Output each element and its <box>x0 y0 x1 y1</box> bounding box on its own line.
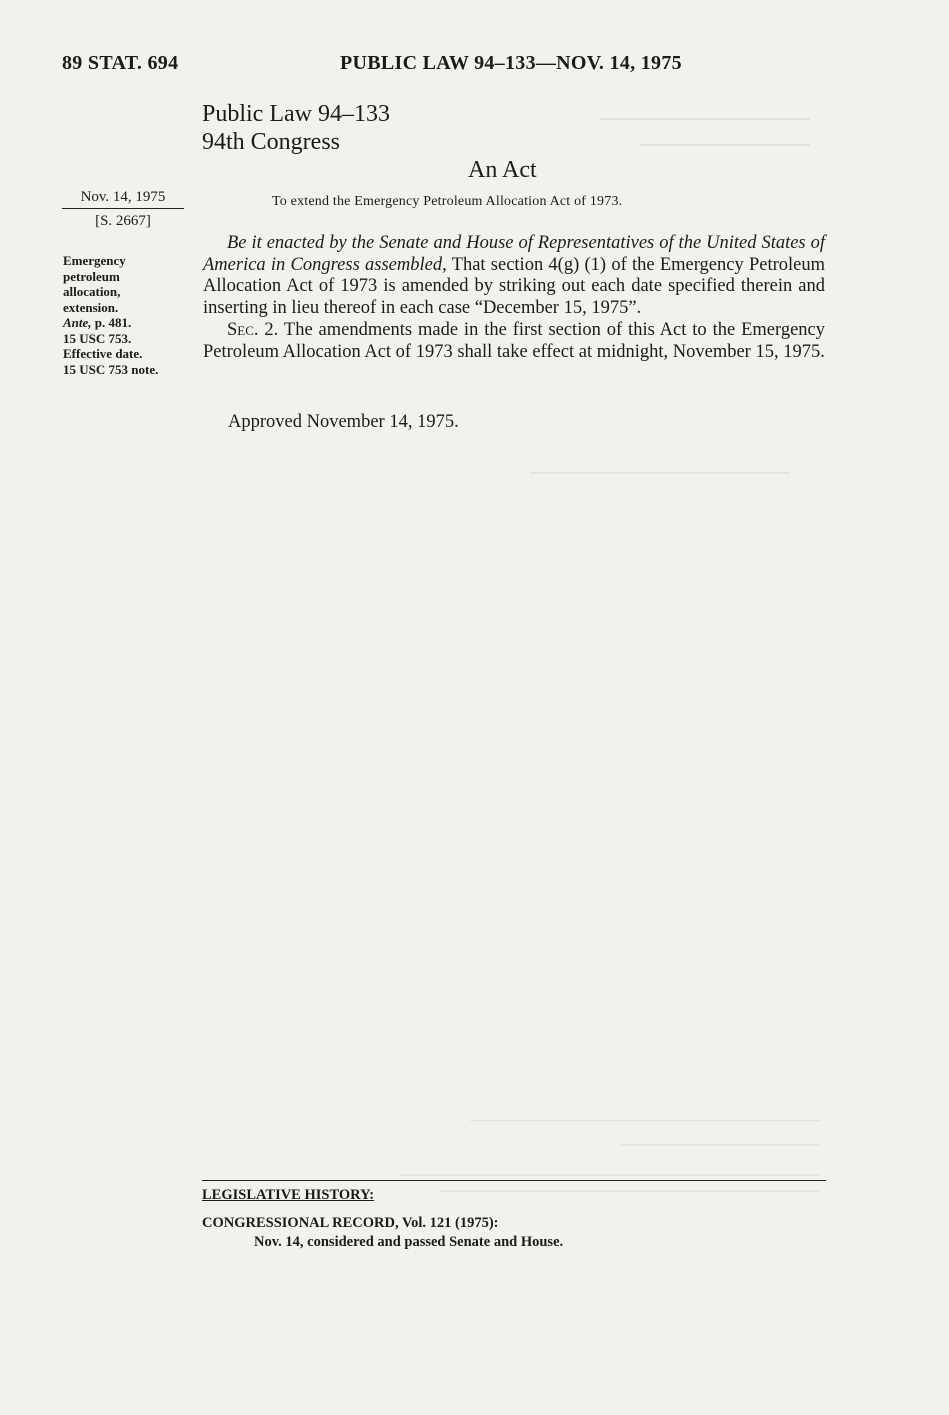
bleed-through-mark <box>640 128 810 146</box>
margin-note: p. 481. <box>94 315 132 330</box>
congressional-record-line: CONGRESSIONAL RECORD, Vol. 121 (1975): <box>202 1215 499 1231</box>
margin-notes <box>63 253 198 377</box>
section-2-paragraph <box>203 320 825 363</box>
margin-note: Effective date. <box>63 346 143 361</box>
bleed-through-mark <box>600 96 810 120</box>
enacting-clause: Be it enacted by the Senate and House of Representatives of the United States of America in Congress assembled, <box>203 233 825 275</box>
bleed-through-mark <box>470 1120 820 1121</box>
section-2-label: Sec. 2. <box>227 319 279 340</box>
act-heading: An Act <box>468 157 537 183</box>
margin-note: 15 USC 753. <box>63 330 132 346</box>
legislative-action-line: Nov. 14, considered and passed Senate and House. <box>254 1234 564 1250</box>
congress-line: 94th Congress <box>202 129 340 155</box>
bleed-through-mark <box>400 1162 820 1176</box>
legislative-history-heading: LEGISLATIVE HISTORY: <box>202 1187 375 1203</box>
margin-bill-number: [S. 2667] <box>95 213 151 229</box>
bleed-through-mark <box>620 1132 820 1146</box>
running-title: PUBLIC LAW 94–133—NOV. 14, 1975 <box>340 52 682 74</box>
section-1-text: That section 4(g) (1) of the Emergency Petroleum Allocation Act of 1973 is amended by striking out each date specified therein and inserting in lieu thereof in each case “December 15, 1975”. <box>203 254 826 319</box>
section-1-paragraph <box>203 233 825 320</box>
bleed-through-mark <box>530 462 790 474</box>
law-title: Public Law 94–133 <box>202 101 390 127</box>
act-purpose: To extend the Emergency Petroleum Allocation Act of 1973. <box>272 194 623 209</box>
margin-note: 15 USC 753 note. <box>63 361 159 377</box>
act-body <box>203 233 825 363</box>
approval-line: Approved November 14, 1975. <box>228 412 459 432</box>
statute-page-reference: 89 STAT. 694 <box>62 52 179 74</box>
footer-divider <box>202 1180 826 1181</box>
bleed-through-mark <box>440 1180 820 1192</box>
margin-note: extension. <box>63 299 119 315</box>
margin-note: Emergency <box>63 253 126 268</box>
margin-date: Nov. 14, 1975 <box>62 187 184 209</box>
margin-note: petroleum <box>63 268 120 284</box>
section-2-text: The amendments made in the first section of this Act to the Emergency Petroleum Allocation Act of 1973 shall take effect at midnight, November 15, 1975. <box>203 319 825 362</box>
margin-note: Ante, <box>63 315 92 330</box>
margin-note: allocation, <box>63 284 121 299</box>
